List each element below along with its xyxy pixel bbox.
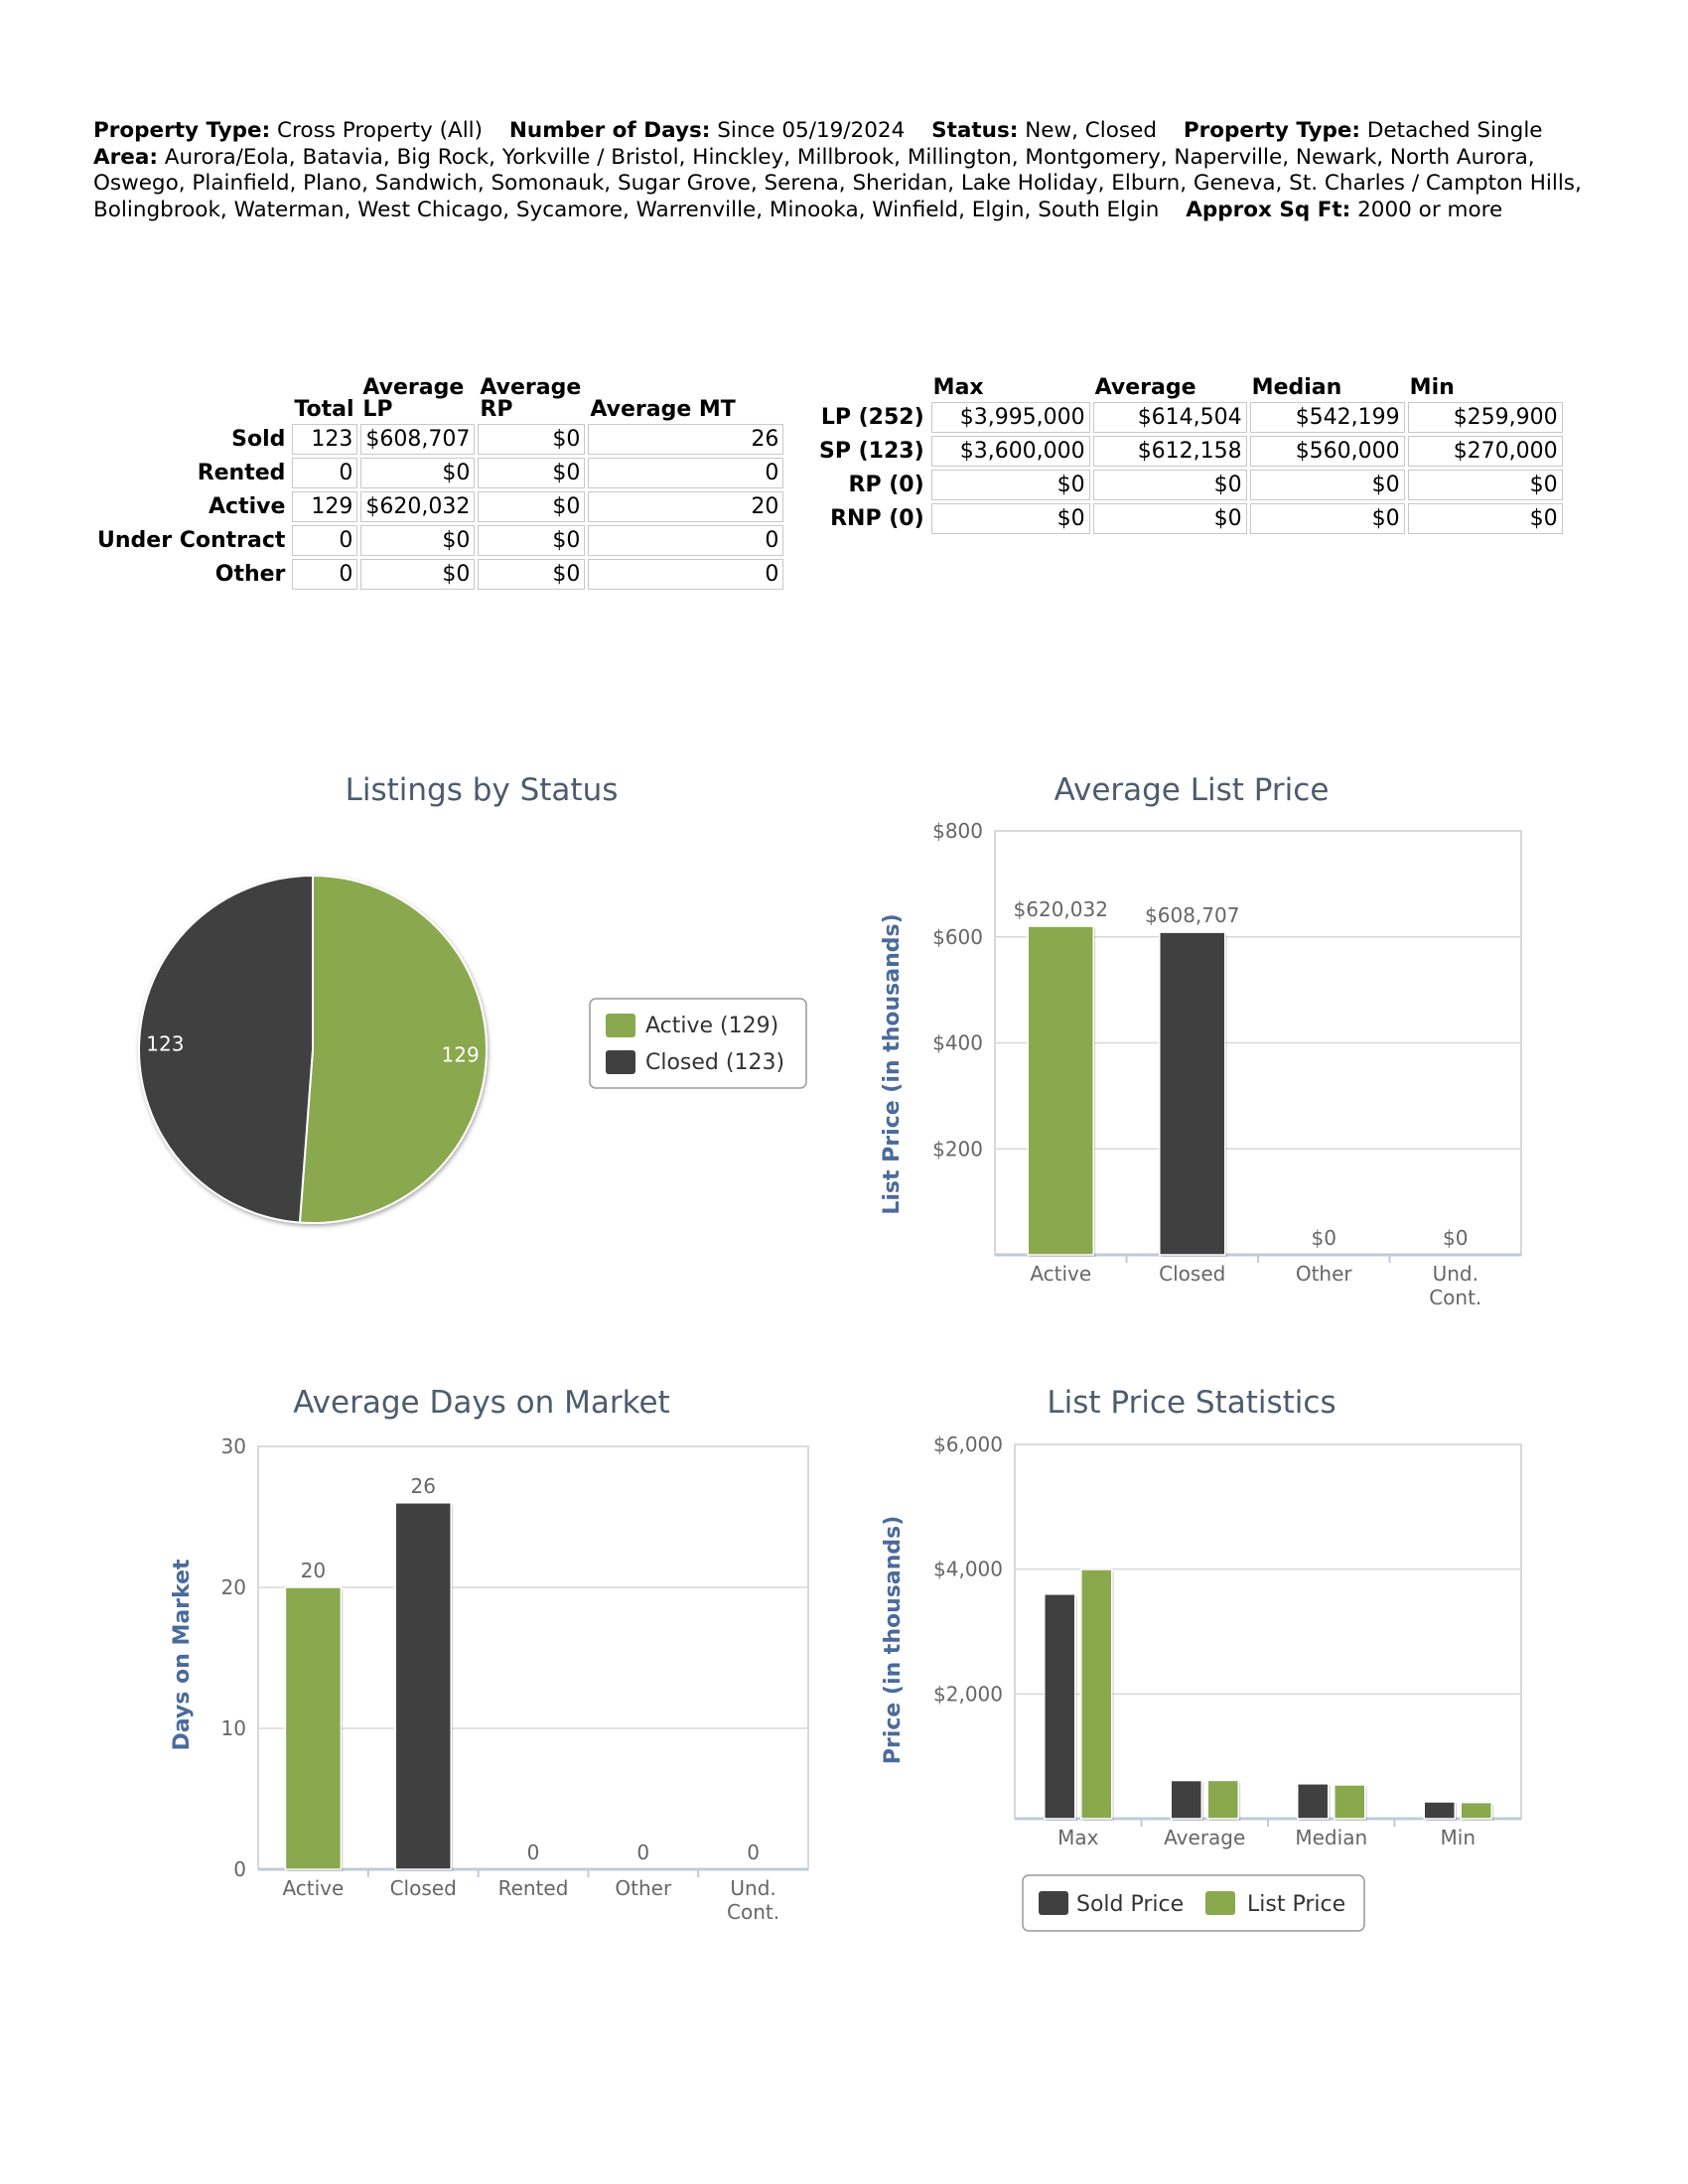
column-header: Average RP: [480, 375, 582, 422]
row-label: Under Contract: [97, 528, 286, 553]
table-cell: $3,995,000: [931, 402, 1090, 433]
legend-label-sold: Sold Price: [1076, 1892, 1185, 1917]
pie-slice-label: 123: [146, 1031, 185, 1056]
row-label: Active: [209, 494, 286, 519]
y-axis-ticks: [933, 1433, 1003, 1706]
row-label: LP (252): [820, 405, 924, 430]
table-cell: 0: [292, 525, 357, 556]
data-label: 26: [410, 1473, 436, 1498]
x-tick-label: Cont.: [1429, 1286, 1482, 1309]
table-cell: $0: [1408, 470, 1563, 500]
bars: [1045, 1570, 1494, 1821]
x-axis-ticks: [1030, 1255, 1481, 1309]
chart-title: Average Days on Market: [293, 1385, 670, 1421]
table-cell: 123: [292, 424, 357, 455]
column-header: Average: [1094, 375, 1196, 400]
table-row: [97, 491, 783, 522]
chart-title: Listings by Status: [345, 772, 619, 808]
table-cell: $0: [360, 525, 475, 556]
table-cell: $0: [931, 470, 1090, 500]
x-tick-label: Cont.: [727, 1900, 780, 1924]
table-cell: $612,158: [1093, 436, 1247, 467]
bar: [1171, 1781, 1201, 1819]
legend-swatch-closed: [606, 1050, 635, 1074]
y-tick-label: $400: [932, 1030, 983, 1055]
x-tick-label: Other: [1295, 1262, 1352, 1286]
criteria-value: New, Closed: [1025, 118, 1157, 143]
table-row: [97, 525, 783, 556]
y-tick-label: 20: [220, 1575, 246, 1599]
y-tick-label: 10: [220, 1716, 246, 1740]
column-header: Total: [294, 397, 354, 422]
y-tick-label: $800: [932, 819, 983, 843]
x-tick-label: Rented: [497, 1876, 569, 1900]
table-cell: $614,504: [1093, 402, 1247, 433]
average-days-on-market-chart: [149, 1378, 844, 1934]
legend-swatch-sold: [1039, 1891, 1068, 1915]
table-row: [97, 559, 783, 590]
table-cell: $0: [1408, 503, 1563, 534]
table-cell: 20: [588, 491, 783, 522]
bar: [1160, 932, 1225, 1255]
criteria-label: Number of Days:: [508, 118, 711, 143]
y-tick-label: $600: [932, 924, 983, 949]
y-tick-label: $2,000: [933, 1682, 1003, 1706]
table-row: [97, 424, 783, 455]
table-cell: $560,000: [1250, 436, 1405, 467]
y-tick-label: $6,000: [933, 1433, 1003, 1456]
listings-by-status-chart: [119, 764, 834, 1241]
legend-label-closed: Closed (123): [645, 1050, 785, 1075]
bar: [1335, 1785, 1365, 1819]
criteria-label: Property Type:: [1183, 118, 1361, 143]
data-label: 0: [636, 1841, 650, 1864]
column-header: Min: [1409, 375, 1455, 400]
criteria-value: Cross Property (All): [277, 118, 484, 143]
y-axis-ticks: [221, 1434, 246, 1881]
column-header: Average MT: [590, 397, 736, 422]
status-summary-table: [94, 374, 786, 593]
table-row: [97, 458, 783, 488]
data-label: $0: [1443, 1226, 1469, 1250]
x-axis-ticks: [282, 1869, 779, 1924]
data-labels: [301, 1474, 760, 1864]
bars: [1028, 926, 1227, 1257]
chart-legend: [1023, 1875, 1364, 1931]
table-header-row: [819, 377, 1563, 399]
bar: [1081, 1570, 1112, 1819]
data-label: $608,707: [1145, 903, 1240, 928]
bar: [1045, 1594, 1075, 1819]
bar: [395, 1503, 451, 1869]
x-tick-label: Closed: [389, 1876, 457, 1900]
table-cell: $0: [478, 491, 585, 522]
table-cell: 0: [588, 458, 783, 488]
chart-title: Average List Price: [1054, 772, 1330, 808]
data-label: $0: [1311, 1226, 1336, 1250]
y-tick-label: $200: [932, 1137, 983, 1161]
row-label: Other: [214, 562, 286, 587]
x-tick-label: Active: [1030, 1262, 1092, 1286]
table-cell: $0: [360, 559, 475, 590]
y-tick-label: 30: [220, 1434, 246, 1458]
column-header: Median: [1251, 375, 1342, 400]
table-row: [819, 436, 1563, 467]
criteria-label: Area:: [93, 144, 158, 170]
row-label: Rented: [197, 461, 286, 485]
list-price-statistics-chart: [864, 1378, 1579, 1934]
y-tick-label: 0: [233, 1857, 246, 1881]
table-cell: $270,000: [1408, 436, 1563, 467]
bar: [1461, 1803, 1491, 1819]
data-label: 0: [747, 1841, 760, 1864]
table-cell: $542,199: [1250, 402, 1405, 433]
criteria-value: Since 05/19/2024: [717, 118, 906, 143]
x-tick-label: Closed: [1159, 1262, 1226, 1286]
y-tick-label: $4,000: [933, 1557, 1003, 1581]
table-cell: 0: [292, 559, 357, 590]
bar: [1298, 1784, 1329, 1819]
legend-label-active: Active (129): [645, 1014, 779, 1038]
x-tick-label: Min: [1440, 1826, 1476, 1849]
chart-title: List Price Statistics: [1047, 1385, 1336, 1421]
x-tick-label: Und.: [730, 1876, 776, 1900]
table-cell: $0: [478, 458, 585, 488]
row-label: RNP (0): [830, 506, 924, 531]
table-cell: $0: [478, 424, 585, 455]
row-label: SP (123): [819, 439, 924, 464]
criteria-value: Detached Single: [1366, 118, 1543, 143]
y-axis-ticks: [932, 819, 983, 1160]
bar: [1207, 1780, 1238, 1819]
x-tick-label: Und.: [1432, 1262, 1478, 1286]
y-axis-label: Days on Market: [170, 1559, 195, 1751]
table-row: [819, 402, 1563, 433]
table-cell: 26: [588, 424, 783, 455]
search-criteria: [93, 118, 1603, 223]
x-tick-label: Active: [282, 1876, 345, 1900]
table-cell: 129: [292, 491, 357, 522]
criteria-label: Status:: [931, 118, 1019, 143]
price-statistics-table: [816, 374, 1566, 537]
table-cell: 0: [588, 559, 783, 590]
x-tick-label: Average: [1164, 1826, 1246, 1849]
data-label: 20: [300, 1559, 327, 1582]
table-cell: $0: [478, 559, 585, 590]
bar: [285, 1587, 341, 1869]
x-tick-label: Other: [615, 1876, 672, 1900]
table-cell: $0: [1093, 470, 1247, 500]
table-cell: $0: [1093, 503, 1247, 534]
x-tick-label: Max: [1057, 1826, 1099, 1849]
average-list-price-chart: [864, 764, 1579, 1320]
x-tick-label: Median: [1295, 1826, 1368, 1849]
legend-swatch-active: [606, 1014, 635, 1037]
criteria-value: Aurora/Eola, Batavia, Big Rock, Yorkville / Bristol, Hinckley, Millbrook, Millington, Montgomery, Naperville, Newark, North Aurora, Oswego, Plainfield, Plano, Sandwich, Somonauk, Sugar Grove, Serena, Sheridan, Lake Holiday, Elburn, Geneva, St. Charles / Campton Hills, Bolingbrook, Waterman, West Chicago, Sycamore, Warrenville, Minooka, Winfield, Elgin, South Elgin: [93, 144, 1582, 222]
criteria-value: 2000 or more: [1357, 197, 1503, 222]
data-label: 0: [526, 1841, 540, 1864]
criteria-label: Approx Sq Ft:: [1186, 197, 1351, 222]
table-cell: $0: [931, 503, 1090, 534]
table-cell: $620,032: [360, 491, 475, 522]
y-axis-label: Price (in thousands): [881, 1515, 906, 1765]
column-header: Average LP: [362, 375, 465, 422]
legend-swatch-list: [1205, 1891, 1235, 1915]
pie-slices: [139, 876, 487, 1223]
table-cell: $608,707: [360, 424, 475, 455]
table-row: [819, 503, 1563, 534]
y-axis-label: List Price (in thousands): [880, 913, 905, 1215]
criteria-label: Property Type:: [93, 118, 271, 143]
bar: [1424, 1802, 1455, 1819]
table-row: [819, 470, 1563, 500]
row-label: RP (0): [848, 473, 924, 497]
table-cell: $0: [1250, 503, 1405, 534]
table-cell: $0: [478, 525, 585, 556]
table-cell: $3,600,000: [931, 436, 1090, 467]
pie-slice-label: 129: [441, 1042, 480, 1067]
table-header-row: [97, 377, 783, 421]
pie-legend: [590, 999, 806, 1088]
bar: [1028, 926, 1093, 1255]
table-cell: $0: [1250, 470, 1405, 500]
x-axis-ticks: [1057, 1819, 1476, 1849]
table-cell: $259,900: [1408, 402, 1563, 433]
data-label: $620,032: [1013, 897, 1108, 922]
table-cell: 0: [588, 525, 783, 556]
table-cell: $0: [360, 458, 475, 488]
column-header: Max: [932, 375, 984, 400]
legend-label-list: List Price: [1247, 1892, 1346, 1917]
table-cell: 0: [292, 458, 357, 488]
row-label: Sold: [231, 427, 286, 452]
